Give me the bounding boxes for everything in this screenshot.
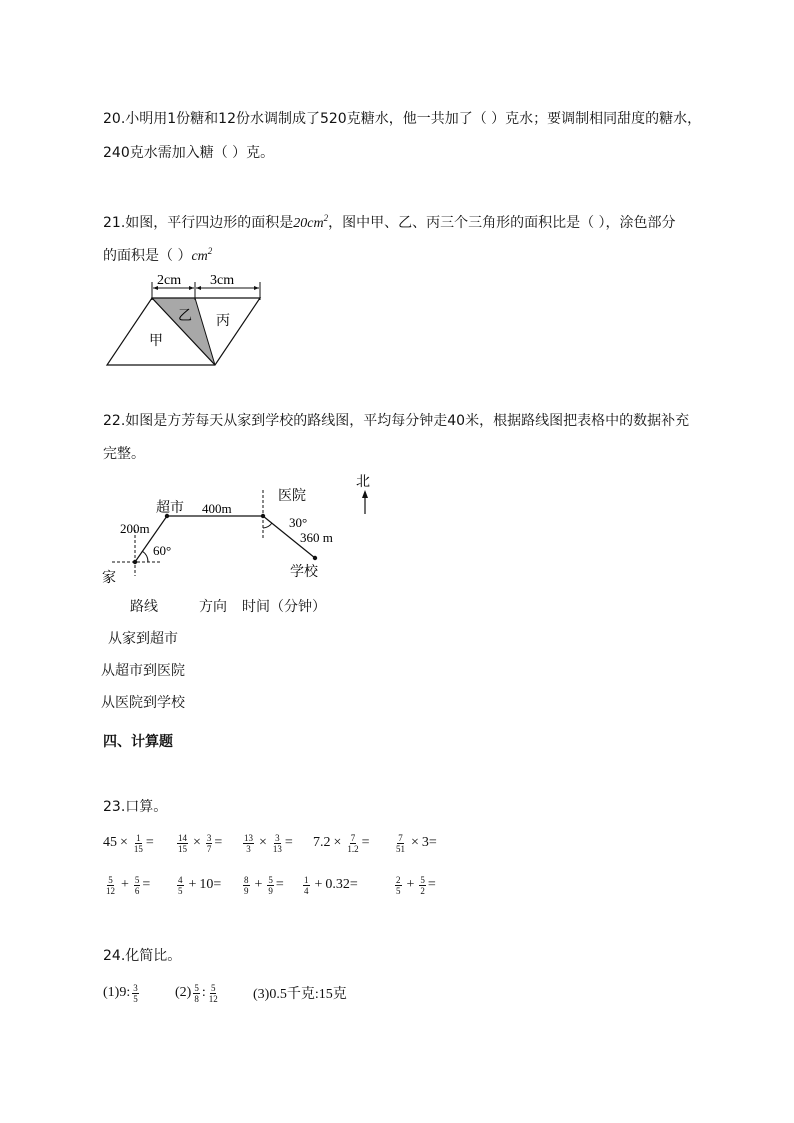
q23-expr-2-3: $\frac{8}{9}$ + $\frac{5}{9}$ = [244, 874, 284, 896]
q21-line1-text-a: 21.如图，平行四边形的面积是 [103, 215, 294, 231]
q24-part-3: (3)0.5千克:15克 [253, 987, 347, 1002]
q24-part-2: (2) $\frac{5}{8}$ : $\frac{5}{12}$ [175, 982, 218, 1004]
label-bing: 丙 [216, 313, 230, 329]
q21-line1-text-b: ，图中甲、乙、丙三个三角形的面积比是（ ），涂色部分 [328, 215, 676, 231]
q24-parts [103, 977, 347, 1009]
table-header-time: 时间（分钟） [242, 599, 326, 615]
school-label: 学校 [290, 564, 318, 580]
q21-unit: $cm^2$ [191, 246, 213, 264]
angle-60: 60° [153, 543, 172, 558]
q22-line2: 完整。 [103, 446, 145, 462]
table-row-3: 从医院到学校 [101, 695, 185, 711]
q23-row2 [103, 869, 453, 901]
q23-title: 23.口算。 [103, 799, 168, 815]
table-row-2: 从超市到医院 [101, 663, 185, 679]
table-row-1: 从家到超市 [108, 631, 178, 647]
q23-row1 [103, 827, 463, 859]
q23-expr-1-3: $\frac{13}{3}$ × $\frac{3}{13}$ = [244, 832, 293, 854]
distance-200m: 200m [120, 521, 150, 536]
q21-line1 [103, 208, 676, 234]
q23-expr-2-4: $\frac{1}{4}$ + 0.32 = [304, 874, 358, 896]
q23-expr-2-1: $\frac{5}{12}$ + $\frac{5}{6}$ = [106, 874, 151, 896]
distance-360m: 360 m [300, 530, 333, 545]
section-title-calculation: 四、计算题 [103, 734, 173, 750]
q24-title: 24.化简比。 [103, 948, 182, 964]
q21-line2-text: 的面积是（ ） [103, 248, 192, 264]
dim-2cm: 2cm [157, 273, 182, 288]
table-header-route: 路线 [130, 599, 158, 615]
q23-expr-2-5: $\frac{2}{5}$ + $\frac{5}{2}$ = [396, 874, 436, 896]
q23-expr-1-1: 45 × $\frac{1}{15}$ = [103, 832, 154, 854]
angle-30: 30° [289, 515, 308, 530]
q20-line1: 20.小明用1份糖和12份水调制成了520克糖水，他一共加了（ ）克水；要调制相同甜度的糖水， [103, 111, 702, 127]
table-header-direction: 方向 [199, 599, 227, 615]
label-jia: 甲 [149, 333, 163, 349]
q23-expr-1-5: $\frac{7}{51}$ × 3 = [396, 832, 437, 854]
dim-3cm: 3cm [210, 273, 235, 288]
q23-expr-1-2: $\frac{14}{15}$ × $\frac{3}{7}$ = [178, 832, 223, 854]
distance-400m: 400m [202, 501, 232, 516]
q22-line1: 22.如图是方芳每天从家到学校的路线图，平均每分钟走40米，根据路线图把表格中的数据补充 [103, 413, 690, 429]
q21-line2 [103, 241, 212, 267]
q23-expr-2-2: $\frac{4}{5}$ + 10 = [178, 874, 222, 896]
hospital-label: 医院 [278, 488, 306, 504]
route-map [100, 470, 390, 590]
home-label: 家 [102, 570, 116, 586]
north-label: 北 [356, 474, 370, 490]
parallelogram-figure [100, 268, 270, 372]
q24-part-1: (1)9: $\frac{3}{5}$ [103, 982, 138, 1004]
q21-area-value: $20cm^2$ [293, 213, 329, 231]
q20-line2: 240克水需加入糖（ ）克。 [103, 145, 275, 161]
q23-expr-1-4: 7.2 × $\frac{7}{1.2}$ = [313, 832, 370, 854]
supermarket-label: 超市 [156, 500, 184, 516]
label-yi: 乙 [178, 308, 192, 324]
